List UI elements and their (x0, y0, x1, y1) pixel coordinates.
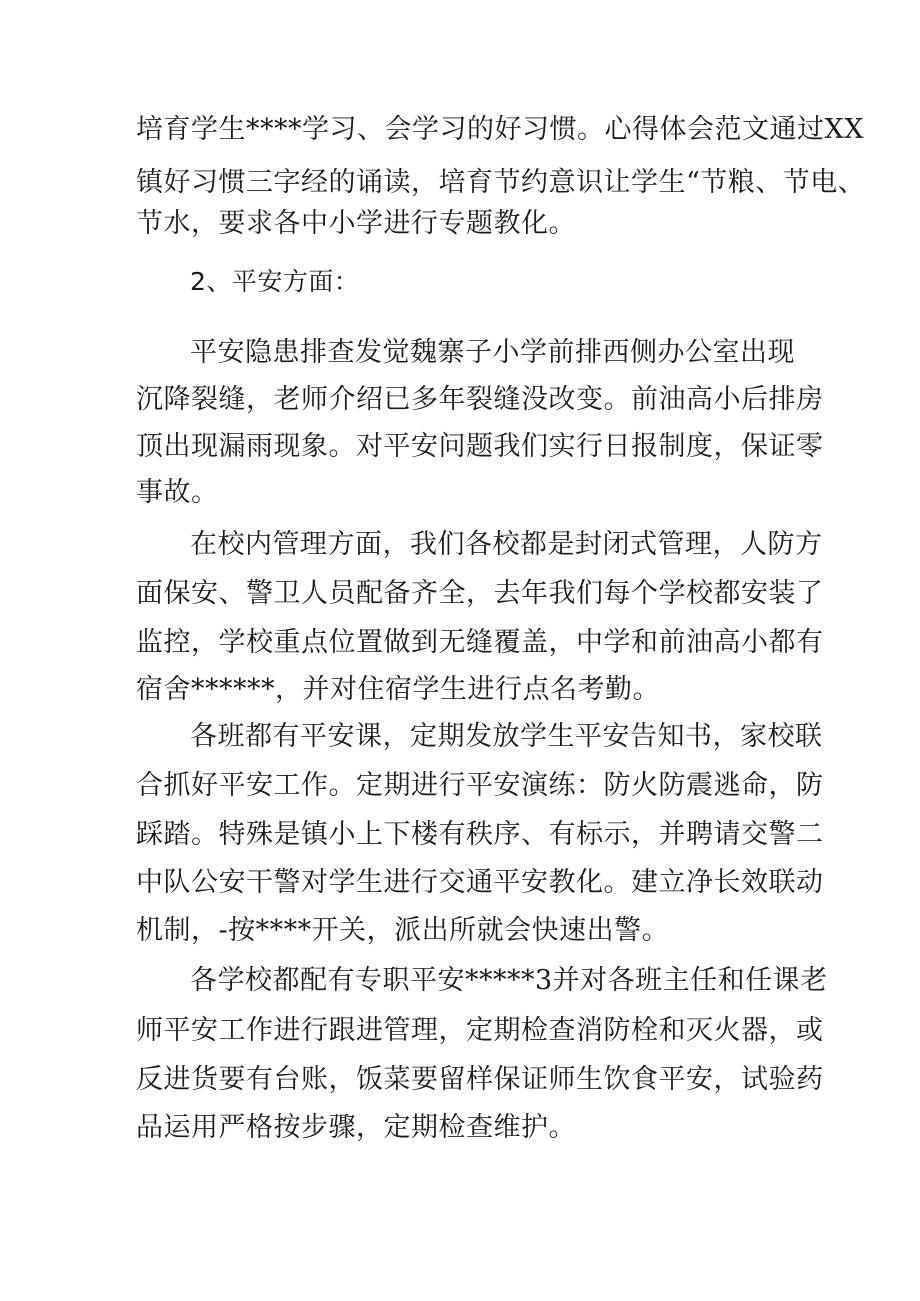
paragraph-3-line-1: 在校内管理方面，我们各校都是封闭式管理，人防方 (190, 529, 823, 560)
paragraph-5-line-3: 反进货要有台账，饭菜要留样保证师生饮食平安，试验药 (136, 1064, 824, 1095)
paragraph-2-line-1: 平安隐患排查发觉魏寨子小学前排西侧办公室出现 (190, 337, 795, 368)
paragraph-5-line-2: 师平安工作进行跟进管理，定期检查消防栓和灭火器，或 (136, 1015, 824, 1046)
paragraph-2-line-2: 沉降裂缝，老师介绍已多年裂缝没改变。前油高小后排房 (136, 384, 824, 415)
paragraph-5-line-4: 品运用严格按步骤，定期检查维护。 (136, 1112, 576, 1143)
paragraph-4-line-4: 中队公安干警对学生进行交通平安教化。建立净长效联动 (136, 867, 824, 898)
paragraph-3-line-2: 面保安、警卫人员配备齐全，去年我们每个学校都安装了 (136, 578, 824, 609)
paragraph-3-line-4: 宿舍******，并对住宿学生进行点名考勤。 (136, 674, 660, 705)
paragraph-1-line-3: 节水，要求各中小学进行专题教化。 (136, 208, 576, 239)
paragraph-1-line-2: 镇好习惯三字经的诵读，培育节约意识让学生“节粮、节电、 (136, 167, 866, 198)
paragraph-3-line-3: 监控，学校重点位置做到无缝覆盖，中学和前油高小都有 (136, 627, 824, 658)
paragraph-2-line-3: 顶出现漏雨现象。对平安问题我们实行日报制度，保证零 (136, 431, 824, 462)
section-heading: 2、平安方面： (190, 267, 360, 296)
paragraph-4-line-1: 各班都有平安课，定期发放学生平安告知书，家校联 (190, 721, 823, 752)
paragraph-4-line-3: 踩踏。特殊是镇小上下楼有秩序、有标示，并聘请交警二 (136, 819, 824, 850)
paragraph-4-line-5: 机制，-按****开关，派出所就会快速出警。 (136, 915, 670, 946)
paragraph-2-line-4: 事故。 (136, 477, 219, 508)
paragraph-1-line-1: 培育学生****学习、会学习的好习惯。心得体会范文通过XX (136, 114, 864, 145)
paragraph-4-line-2: 合抓好平安工作。定期进行平安演练：防火防震逃命，防 (136, 770, 824, 801)
paragraph-5-line-1: 各学校都配有专职平安*****3并对各班主任和任课老 (190, 965, 828, 996)
